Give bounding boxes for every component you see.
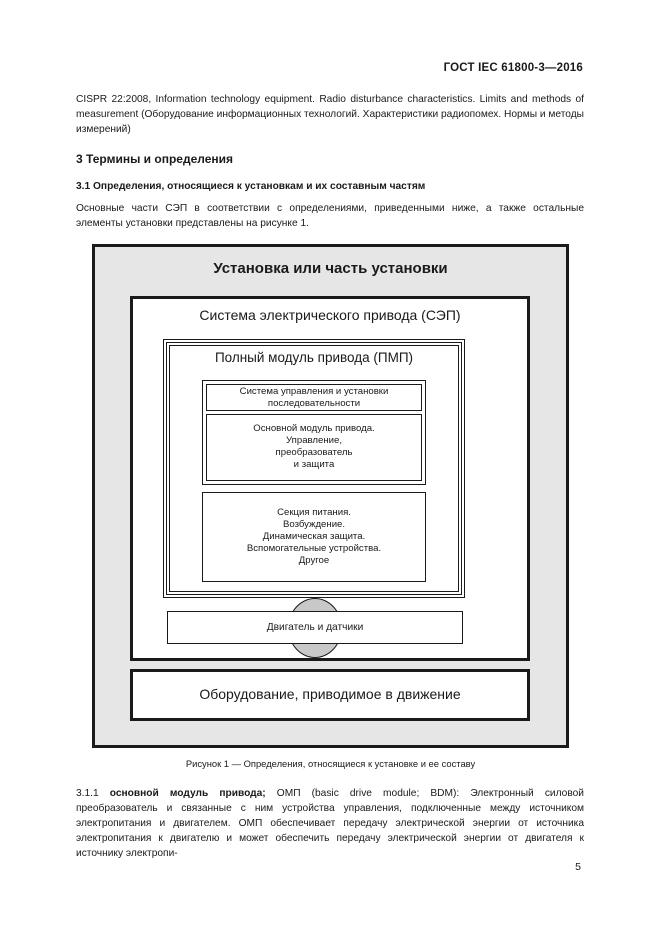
reference-paragraph: [76, 92, 584, 137]
feeding-label-line5: Другое: [298, 555, 330, 566]
definition-text: ОМП (basic drive module; BDM): Электронный силовой преобразователь и связанные с ним устройства управления, подключенные между источником электропитания и двигателем. ОМП обеспечивает передачу электрической энергии от источника электропитания к двигателю и может обеспечить передачу электрической энергии от двигателя к источнику электропи-: [76, 788, 584, 859]
figure-caption: Рисунок 1 — Определения, относящиеся к установке и ее составу: [185, 758, 476, 769]
cdm-label: Полный модуль привода (ПМП): [214, 350, 414, 365]
control-label-line2: последовательности: [267, 398, 361, 409]
bdm-box: [206, 414, 422, 481]
control-label-line1: Система управления и установки: [239, 386, 389, 397]
definition-number: 3.1.1: [76, 788, 99, 799]
bdm-label-line1: Основной модуль привода.: [253, 423, 375, 434]
reference-text: CISPR 22:2008, Information technology equipment. Radio disturbance characteristics. Limits and methods of measurement (Оборудование информационных технологий. Характеристики радиопомех. Нормы и методы измерений): [76, 94, 584, 135]
pds-label: Система электрического привода (СЭП): [199, 307, 461, 323]
document-standard-number: ГОСТ IEC 61800-3—2016: [443, 62, 583, 74]
definition-term: основной модуль привода;: [109, 788, 266, 799]
installation-label: Установка или часть установки: [213, 260, 448, 277]
bdm-label-line2: Управление,: [286, 435, 342, 446]
bdm-label-line4: и защита: [293, 459, 335, 470]
definition-paragraph: [76, 786, 584, 861]
feeding-label-line3: Динамическая защита.: [262, 531, 366, 542]
motor-label: Двигатель и датчики: [266, 622, 364, 633]
feeding-label-line1: Секция питания.: [277, 507, 351, 518]
page-number: 5: [575, 861, 581, 873]
feeding-label-line2: Возбуждение.: [282, 519, 346, 530]
intro-paragraph: Основные части СЭП в соответствии с определениями, приведенными ниже, а также остальные элементы установки представлены на рисунке 1.: [76, 203, 584, 229]
section-title: 3 Термины и определения: [76, 152, 234, 166]
bdm-label-line3: преобразователь: [275, 447, 353, 458]
control-box: [206, 384, 422, 411]
driven-equipment-label: Оборудование, приводимое в движение: [199, 686, 461, 702]
subsection-title: 3.1 Определения, относящиеся к установкам и их составным частям: [76, 181, 426, 192]
feeding-section-box: [202, 492, 426, 582]
feeding-label-line4: Вспомогательные устройства.: [246, 543, 382, 554]
